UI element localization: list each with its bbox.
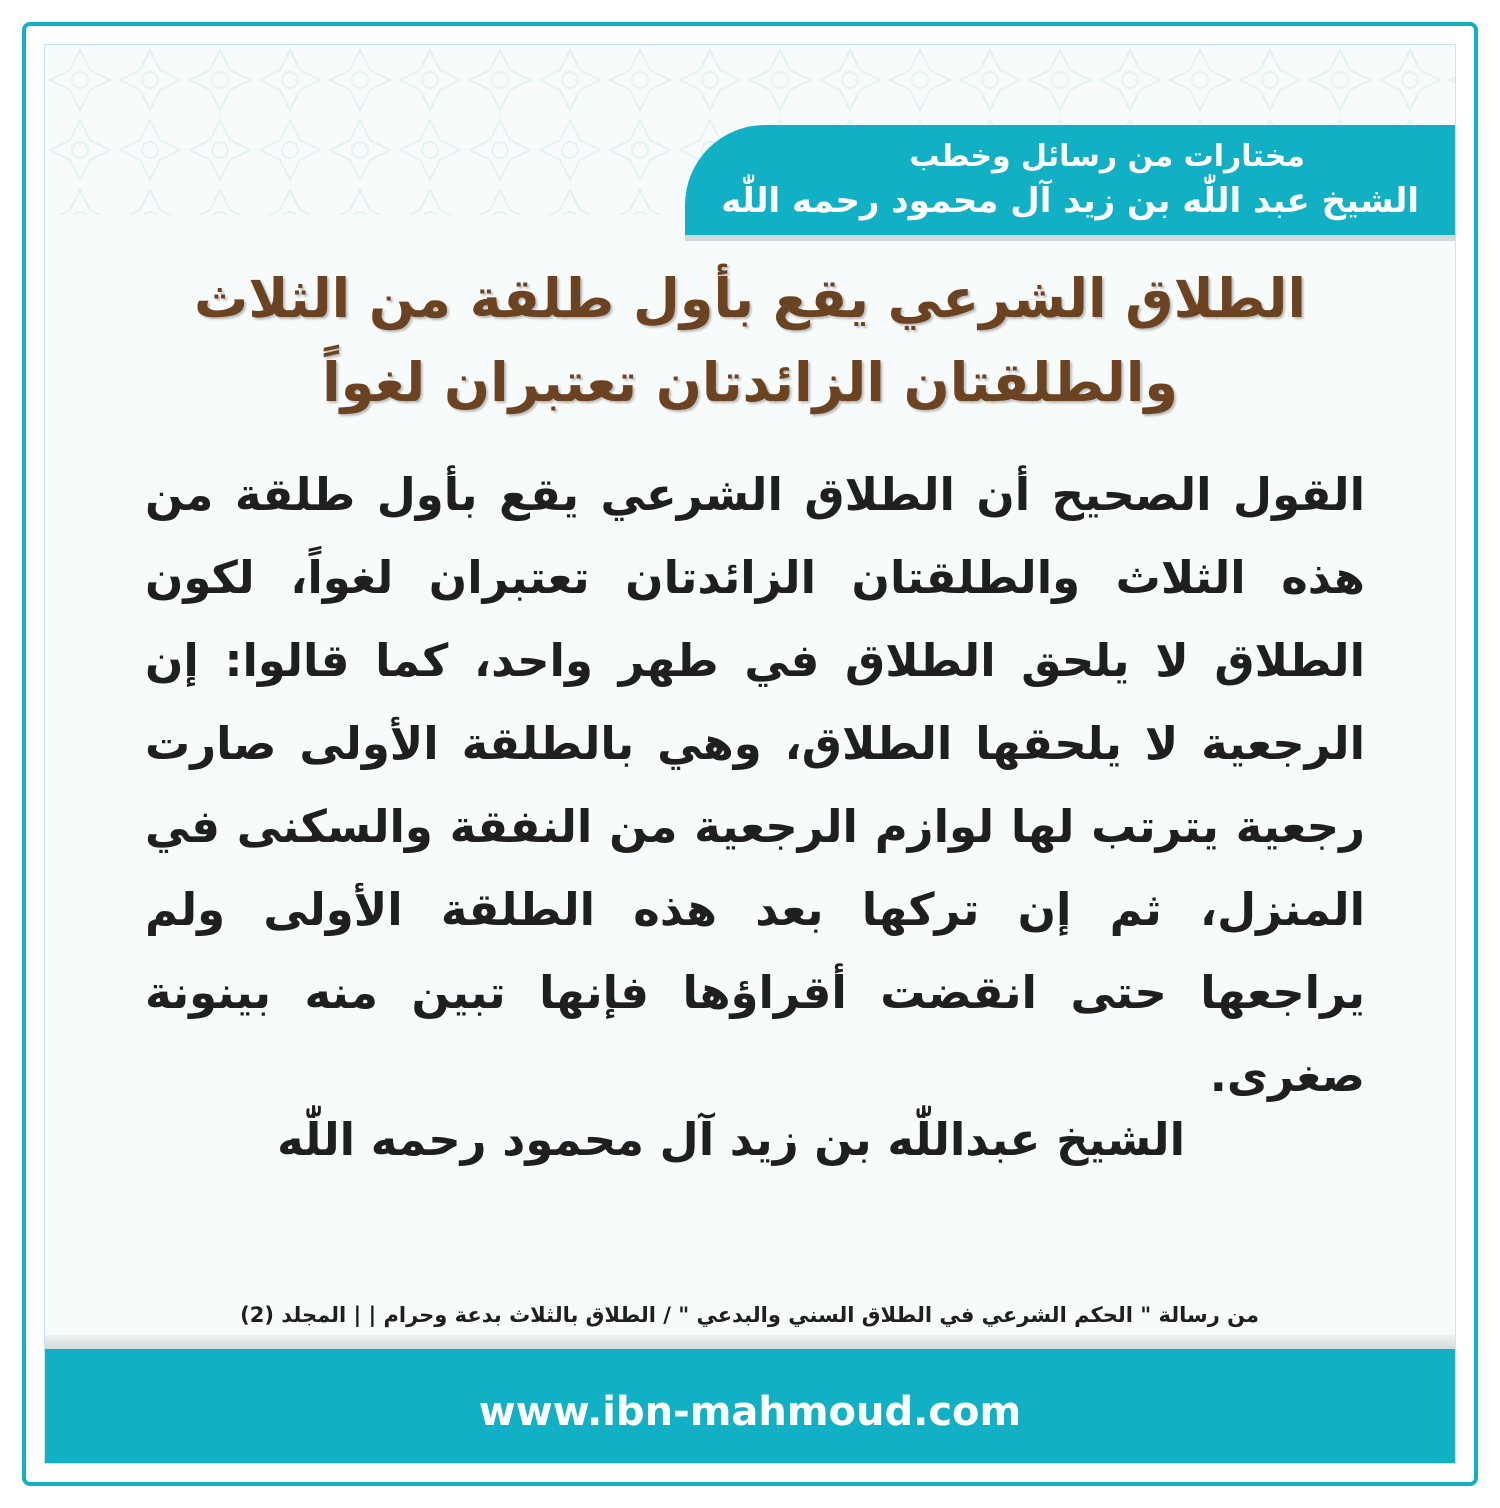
source-citation: من رسالة " الحكم الشرعي في الطلاق السني والبدعي " / الطلاق بالثلاث بدعة وحرام | | المجلد (2) — [240, 1303, 1259, 1327]
title-line-2: والطلقتان الزائدتان تعتبران لغواً — [322, 351, 1178, 414]
website-link[interactable]: www.ibn-mahmoud.com — [478, 1389, 1022, 1435]
card-frame — [22, 22, 1478, 1486]
card-inner — [44, 44, 1456, 1464]
header-subtitle: مختارات من رسائل وخطب — [909, 139, 1305, 174]
page-title — [85, 257, 1415, 425]
header-author: الشيخ عبد اللّٰه بن زيد آل محمود رحمه اللّٰه — [721, 181, 1419, 221]
body-text: القول الصحيح أن الطلاق الشرعي يقع بأول طلقة من هذه الثلاث والطلقتان الزائدتان تعتبران لغواً، لكون الطلاق لا يلحق الطلاق في طهر واحد، كما قالوا: إن الرجعية لا يلحقها الطلاق، وهي بالطلقة الأولى صارت رجعية يترتب لها لوازم الرجعية من النفقة والسكنى في المنزل، ثم إن تركها بعد هذه الطلقة الأولى ولم يراجعها حتى انقضت أقراؤها فإنها تبين منه بينونة صغرى. — [145, 468, 1365, 1102]
signature: الشيخ عبداللّٰه بن زيد آل محمود رحمه اللّٰه — [277, 1113, 1185, 1166]
footer-band — [45, 1349, 1455, 1463]
header-band — [685, 125, 1455, 235]
title-line-1: الطلاق الشرعي يقع بأول طلقة من الثلاث — [194, 267, 1306, 330]
footer-separator — [45, 1335, 1455, 1349]
